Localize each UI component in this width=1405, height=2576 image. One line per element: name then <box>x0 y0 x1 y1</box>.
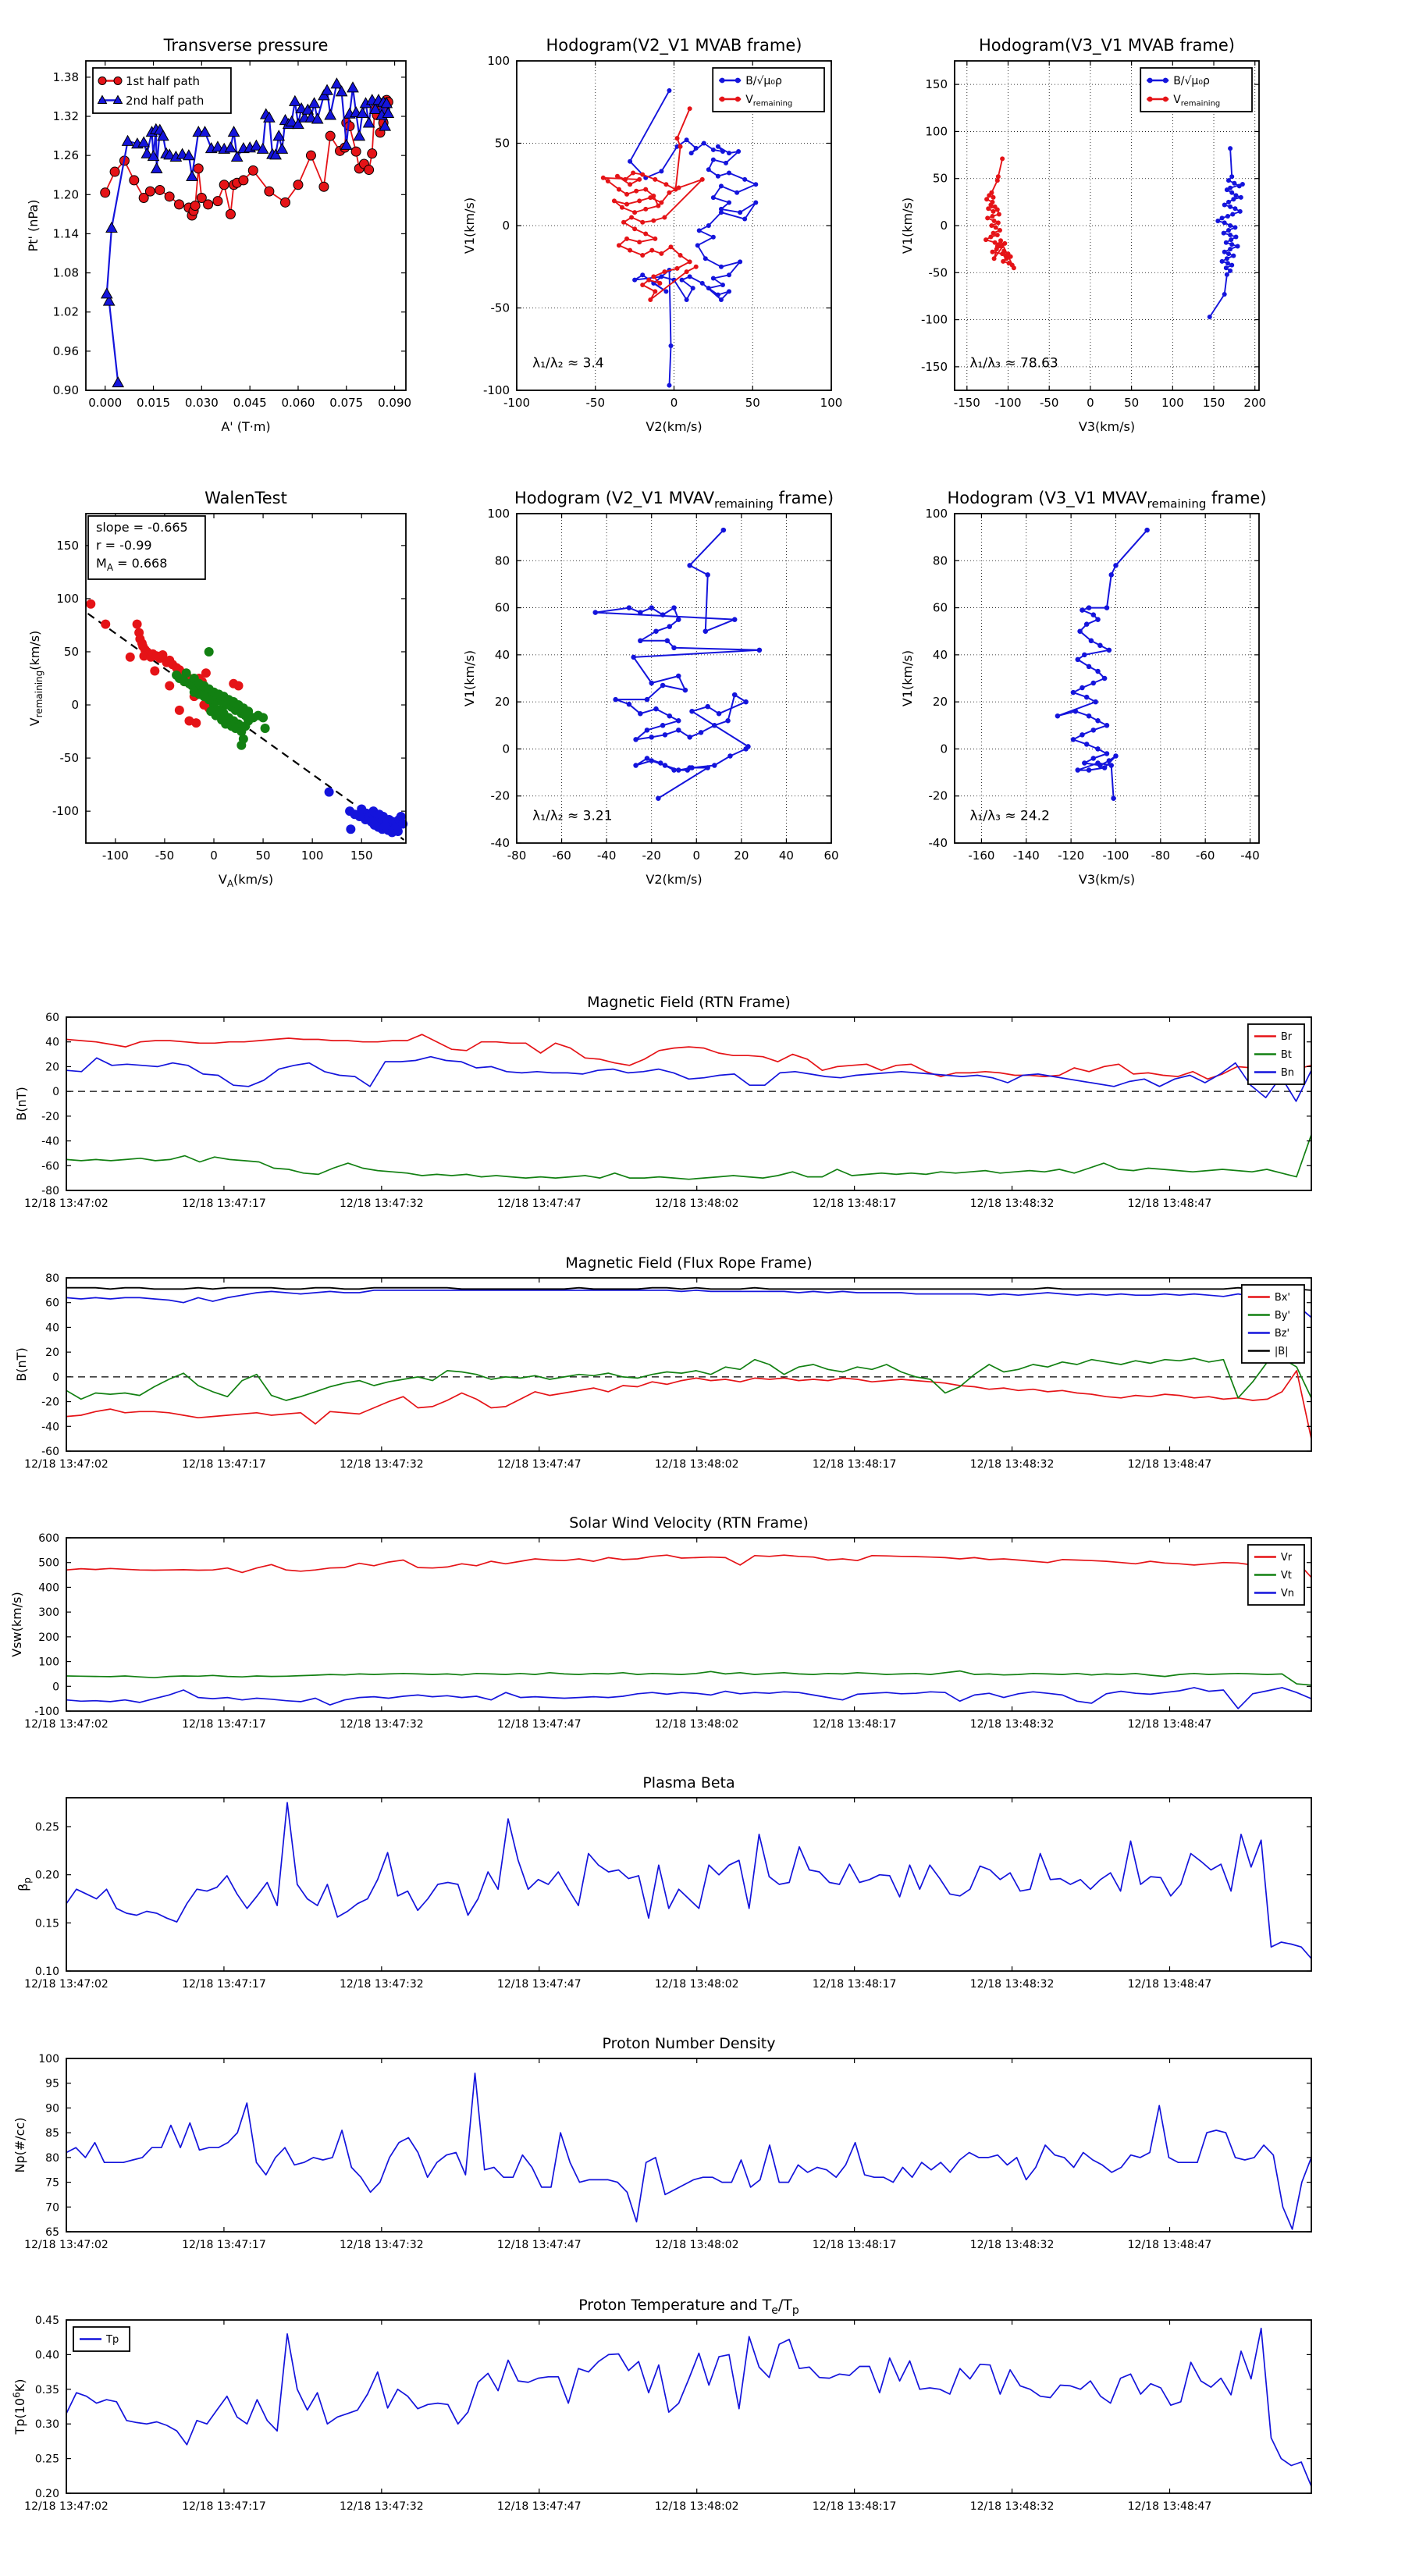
svg-text:12/18 13:47:17: 12/18 13:47:17 <box>182 2239 266 2251</box>
svg-text:150: 150 <box>1202 396 1225 410</box>
svg-text:slope = -0.665: slope = -0.665 <box>96 520 188 535</box>
svg-text:V1(km/s): V1(km/s) <box>900 649 915 707</box>
svg-text:-100: -100 <box>52 804 79 819</box>
svg-text:12/18 13:48:17: 12/18 13:48:17 <box>812 1458 897 1471</box>
svg-text:0.20: 0.20 <box>34 2488 59 2500</box>
svg-text:12/18 13:48:17: 12/18 13:48:17 <box>812 1718 897 1731</box>
svg-text:0.030: 0.030 <box>184 396 219 410</box>
svg-text:B(nT): B(nT) <box>14 1347 29 1382</box>
svg-text:-20: -20 <box>490 788 510 803</box>
svg-text:0: 0 <box>71 698 79 713</box>
svg-text:0: 0 <box>692 849 701 863</box>
svg-text:Transverse pressure: Transverse pressure <box>163 36 329 55</box>
svg-text:12/18 13:47:32: 12/18 13:47:32 <box>340 1458 424 1471</box>
svg-text:200: 200 <box>1243 396 1267 410</box>
svg-text:12/18 13:48:47: 12/18 13:48:47 <box>1127 1458 1212 1471</box>
svg-text:12/18 13:48:02: 12/18 13:48:02 <box>654 1197 739 1210</box>
svg-text:60: 60 <box>45 1012 59 1024</box>
svg-text:Plasma Beta: Plasma Beta <box>642 1774 735 1791</box>
panel-hodogram-v3v1-mvab <box>900 0 1405 445</box>
svg-text:12/18 13:48:32: 12/18 13:48:32 <box>969 1458 1055 1471</box>
svg-text:A' (T·m): A' (T·m) <box>221 419 271 434</box>
svg-text:1st half path: 1st half path <box>126 73 201 88</box>
svg-text:150: 150 <box>350 849 373 863</box>
svg-text:12/18 13:47:17: 12/18 13:47:17 <box>182 2500 266 2513</box>
svg-text:Vr: Vr <box>1280 1552 1293 1564</box>
solar-wind-velocity-canvas <box>0 1489 1405 1746</box>
svg-text:20: 20 <box>494 695 510 710</box>
svg-text:50: 50 <box>745 396 760 410</box>
panel-hodogram-v2v1-mvav <box>462 453 905 921</box>
svg-text:-160: -160 <box>968 849 995 863</box>
svg-text:-40: -40 <box>41 1421 59 1434</box>
svg-text:V2(km/s): V2(km/s) <box>646 872 702 887</box>
svg-text:λ₁/λ₃ ≈ 78.63: λ₁/λ₃ ≈ 78.63 <box>969 355 1058 372</box>
svg-text:-40: -40 <box>41 1135 59 1148</box>
svg-text:0.15: 0.15 <box>34 1917 59 1930</box>
svg-text:12/18 13:47:17: 12/18 13:47:17 <box>182 1718 266 1731</box>
svg-text:0.45: 0.45 <box>34 2314 59 2327</box>
svg-text:-50: -50 <box>585 396 605 410</box>
svg-text:75: 75 <box>45 2176 59 2190</box>
svg-text:-50: -50 <box>155 849 175 863</box>
svg-text:20: 20 <box>734 849 749 863</box>
svg-text:Hodogram (V2_V1 MVAVremaining: Hodogram (V2_V1 $MVAV_{remaining}$ frame) <box>514 489 834 511</box>
svg-text:By': By' <box>1274 1310 1291 1322</box>
walen-test-canvas <box>0 453 468 921</box>
svg-text:Vsw(km/s): Vsw(km/s) <box>9 1592 24 1657</box>
svg-text:0.000: 0.000 <box>88 396 123 410</box>
proton-density-canvas <box>0 2009 1405 2267</box>
svg-text:100: 100 <box>487 54 510 68</box>
svg-text:50: 50 <box>255 849 271 863</box>
svg-text:12/18 13:48:32: 12/18 13:48:32 <box>969 1197 1055 1210</box>
svg-text:0: 0 <box>210 849 218 863</box>
svg-text:20: 20 <box>45 1061 59 1074</box>
svg-text:12/18 13:47:32: 12/18 13:47:32 <box>340 2500 424 2513</box>
svg-text:|B|: |B| <box>1274 1346 1289 1358</box>
svg-text:12/18 13:47:47: 12/18 13:47:47 <box>496 2239 582 2251</box>
svg-text:0: 0 <box>52 1371 59 1384</box>
svg-text:Tp: Tp <box>106 2334 119 2347</box>
magnetic-field-fluxrope-canvas <box>0 1229 1405 1486</box>
svg-text:Hodogram(V3_V1 MVAB frame): Hodogram(V3_V1 MVAB frame) <box>979 36 1235 55</box>
svg-text:-50: -50 <box>59 751 79 766</box>
svg-text:βp: $\beta_p$ <box>16 1877 33 1891</box>
svg-text:1.08: 1.08 <box>52 265 79 280</box>
svg-text:40: 40 <box>932 647 948 662</box>
svg-text:150: 150 <box>56 538 79 553</box>
svg-text:-120: -120 <box>1058 849 1085 863</box>
svg-text:0.25: 0.25 <box>34 1821 59 1834</box>
svg-text:12/18 13:47:02: 12/18 13:47:02 <box>24 1197 108 1210</box>
svg-text:0.20: 0.20 <box>34 1869 59 1882</box>
svg-text:50: 50 <box>63 644 79 659</box>
svg-text:50: 50 <box>1124 396 1140 410</box>
svg-text:0.10: 0.10 <box>34 1966 59 1978</box>
svg-text:-100: -100 <box>482 383 510 397</box>
svg-text:12/18 13:47:02: 12/18 13:47:02 <box>24 1458 108 1471</box>
hodogram-v2v1-mvav-canvas <box>462 453 905 921</box>
svg-text:40: 40 <box>45 1322 59 1335</box>
svg-text:40: 40 <box>45 1036 59 1049</box>
svg-text:60: 60 <box>823 849 839 863</box>
svg-text:-20: -20 <box>41 1110 59 1123</box>
svg-text:V3(km/s): V3(km/s) <box>1078 872 1136 887</box>
svg-text:Magnetic Field (RTN Frame): Magnetic Field (RTN Frame) <box>587 994 791 1011</box>
svg-text:B/√μ₀ρ: B/√μ₀ρ <box>1173 75 1210 88</box>
svg-text:V1(km/s): V1(km/s) <box>900 197 915 254</box>
svg-text:12/18 13:48:17: 12/18 13:48:17 <box>812 1197 897 1210</box>
svg-text:Hodogram(V2_V1 MVAB frame): Hodogram(V2_V1 MVAB frame) <box>546 36 802 55</box>
svg-text:-100: -100 <box>34 1706 59 1718</box>
panel-plasma-beta <box>0 1749 1405 2006</box>
svg-text:Vn: Vn <box>1280 1588 1295 1600</box>
svg-text:40: 40 <box>494 647 510 662</box>
svg-text:-80: -80 <box>41 1185 59 1197</box>
svg-text:60: 60 <box>932 600 948 615</box>
panel-proton-density <box>0 2009 1405 2267</box>
svg-text:12/18 13:48:32: 12/18 13:48:32 <box>969 1718 1055 1731</box>
svg-text:80: 80 <box>494 553 510 568</box>
svg-text:12/18 13:48:32: 12/18 13:48:32 <box>969 2239 1055 2251</box>
hodogram-v3v1-mvab-canvas <box>900 0 1405 445</box>
svg-text:0: 0 <box>940 219 948 233</box>
svg-text:Vremaining: $V_{remaining}$ <box>745 94 793 109</box>
svg-text:12/18 13:47:47: 12/18 13:47:47 <box>496 2500 582 2513</box>
svg-text:12/18 13:48:47: 12/18 13:48:47 <box>1127 1978 1212 1991</box>
svg-text:12/18 13:47:47: 12/18 13:47:47 <box>496 1978 582 1991</box>
svg-text:0.30: 0.30 <box>34 2418 59 2432</box>
svg-text:-20: -20 <box>41 1396 59 1409</box>
transverse-pressure-canvas <box>0 0 468 445</box>
panel-transverse-pressure <box>0 0 468 445</box>
svg-text:0.015: 0.015 <box>137 396 171 410</box>
svg-text:0: 0 <box>502 742 510 756</box>
svg-text:80: 80 <box>45 2151 59 2165</box>
svg-text:-40: -40 <box>490 836 510 850</box>
svg-text:λ₁/λ₂ ≈ 3.4: λ₁/λ₂ ≈ 3.4 <box>532 355 604 372</box>
svg-text:100: 100 <box>56 591 79 606</box>
svg-text:Proton Number Density: Proton Number Density <box>602 2035 776 2052</box>
svg-text:12/18 13:48:17: 12/18 13:48:17 <box>812 1978 897 1991</box>
svg-text:0.96: 0.96 <box>52 343 79 358</box>
svg-text:-150: -150 <box>953 396 980 410</box>
svg-text:80: 80 <box>45 1272 59 1285</box>
plasma-beta-canvas <box>0 1749 1405 2006</box>
svg-text:r = -0.99: r = -0.99 <box>96 538 152 553</box>
svg-text:-40: -40 <box>928 836 948 850</box>
svg-text:300: 300 <box>38 1606 59 1620</box>
svg-text:0.90: 0.90 <box>52 383 79 397</box>
svg-text:100: 100 <box>487 507 510 521</box>
svg-text:500: 500 <box>38 1557 59 1570</box>
panel-hodogram-v3v1-mvav <box>900 453 1405 921</box>
svg-text:-80: -80 <box>507 849 527 863</box>
svg-text:Proton Temperature and Te/Tp: Proton Temperature and $T_e/T_p$ <box>578 2297 799 2317</box>
svg-text:B(nT): B(nT) <box>14 1087 29 1121</box>
svg-text:0: 0 <box>502 219 510 233</box>
svg-text:100: 100 <box>1161 396 1184 410</box>
svg-text:12/18 13:48:02: 12/18 13:48:02 <box>654 2239 739 2251</box>
magnetic-field-rtn-canvas <box>0 968 1405 1226</box>
svg-text:Solar Wind Velocity (RTN Frame: Solar Wind Velocity (RTN Frame) <box>569 1514 809 1532</box>
svg-text:40: 40 <box>778 849 794 863</box>
svg-text:-50: -50 <box>928 265 948 280</box>
svg-text:150: 150 <box>925 77 948 92</box>
svg-text:100: 100 <box>925 507 948 521</box>
svg-text:1.38: 1.38 <box>52 69 79 84</box>
svg-text:100: 100 <box>820 396 843 410</box>
svg-text:Hodogram (V3_V1 MVAVremaining: Hodogram (V3_V1 $MVAV_{remaining}$ frame) <box>947 489 1267 511</box>
svg-text:100: 100 <box>925 124 948 139</box>
svg-text:90: 90 <box>45 2102 59 2115</box>
svg-text:0.35: 0.35 <box>34 2383 59 2396</box>
svg-text:1.14: 1.14 <box>52 226 79 241</box>
svg-text:12/18 13:47:17: 12/18 13:47:17 <box>182 1458 266 1471</box>
svg-text:-40: -40 <box>1240 849 1260 863</box>
svg-text:-50: -50 <box>490 301 510 315</box>
svg-text:0: 0 <box>670 396 678 410</box>
svg-text:12/18 13:47:47: 12/18 13:47:47 <box>496 1718 582 1731</box>
svg-text:Vt: Vt <box>1280 1570 1292 1582</box>
svg-text:12/18 13:47:32: 12/18 13:47:32 <box>340 1978 424 1991</box>
svg-text:12/18 13:48:47: 12/18 13:48:47 <box>1127 2500 1212 2513</box>
proton-temperature-canvas <box>0 2271 1405 2528</box>
svg-text:12/18 13:48:47: 12/18 13:48:47 <box>1127 1197 1212 1210</box>
svg-text:12/18 13:48:47: 12/18 13:48:47 <box>1127 2239 1212 2251</box>
svg-text:0: 0 <box>1087 396 1094 410</box>
svg-text:Np(#/cc): Np(#/cc) <box>12 2117 27 2173</box>
svg-text:Vremaining(km/s): $V_{remaining}(km/s)$ <box>27 630 44 727</box>
svg-text:Bn: Bn <box>1280 1067 1295 1080</box>
svg-text:-100: -100 <box>920 312 948 327</box>
svg-text:12/18 13:47:17: 12/18 13:47:17 <box>182 1197 266 1210</box>
svg-text:12/18 13:48:47: 12/18 13:48:47 <box>1127 1718 1212 1731</box>
svg-text:-40: -40 <box>596 849 617 863</box>
svg-text:-20: -20 <box>642 849 661 863</box>
svg-text:0: 0 <box>52 1086 59 1099</box>
svg-text:Pt' (nPa): Pt' (nPa) <box>26 199 41 252</box>
svg-text:12/18 13:48:02: 12/18 13:48:02 <box>654 2500 739 2513</box>
svg-text:100: 100 <box>301 849 324 863</box>
panel-proton-temperature <box>0 2271 1405 2528</box>
svg-text:0: 0 <box>940 742 948 756</box>
svg-text:V1(km/s): V1(km/s) <box>462 649 477 707</box>
svg-text:Tp(106K): $Tp(10^6K)$ <box>11 2379 27 2435</box>
svg-text:50: 50 <box>932 171 948 186</box>
svg-text:20: 20 <box>45 1347 59 1360</box>
svg-text:12/18 13:47:17: 12/18 13:47:17 <box>182 1978 266 1991</box>
svg-text:Bz': Bz' <box>1274 1328 1290 1340</box>
svg-text:70: 70 <box>45 2201 59 2215</box>
svg-text:1.26: 1.26 <box>52 148 79 163</box>
svg-text:0.40: 0.40 <box>34 2349 59 2362</box>
panel-hodogram-v2v1-mvab <box>462 0 905 445</box>
svg-text:100: 100 <box>38 1656 59 1669</box>
svg-text:-140: -140 <box>1012 849 1040 863</box>
svg-text:12/18 13:47:02: 12/18 13:47:02 <box>24 2239 108 2251</box>
svg-text:-20: -20 <box>928 788 948 803</box>
panel-walen-test <box>0 453 468 921</box>
svg-text:95: 95 <box>45 2077 59 2090</box>
svg-text:λ₁/λ₃ ≈ 24.2: λ₁/λ₃ ≈ 24.2 <box>969 808 1050 824</box>
svg-text:λ₁/λ₂ ≈ 3.21: λ₁/λ₂ ≈ 3.21 <box>532 808 613 824</box>
svg-text:0: 0 <box>52 1681 59 1694</box>
hodogram-v3v1-mvav-canvas <box>900 453 1405 921</box>
svg-text:60: 60 <box>45 1297 59 1310</box>
svg-text:12/18 13:47:32: 12/18 13:47:32 <box>340 2239 424 2251</box>
svg-text:WalenTest: WalenTest <box>205 489 287 507</box>
panel-solar-wind-velocity <box>0 1489 1405 1746</box>
panel-magnetic-field-rtn <box>0 968 1405 1226</box>
svg-text:20: 20 <box>932 695 948 710</box>
svg-text:-100: -100 <box>503 396 531 410</box>
svg-text:MA = 0.668: $M_A = 0.668$ <box>96 556 168 573</box>
svg-text:12/18 13:47:02: 12/18 13:47:02 <box>24 2500 108 2513</box>
svg-text:100: 100 <box>38 2053 59 2065</box>
svg-text:12/18 13:48:17: 12/18 13:48:17 <box>812 2239 897 2251</box>
svg-text:0.25: 0.25 <box>34 2453 59 2466</box>
svg-text:VA(km/s): $V_A(km/s)$ <box>218 872 274 889</box>
svg-text:V3(km/s): V3(km/s) <box>1078 419 1136 434</box>
svg-text:1.20: 1.20 <box>52 187 79 202</box>
svg-text:-150: -150 <box>920 359 948 374</box>
svg-text:400: 400 <box>38 1582 59 1595</box>
svg-text:60: 60 <box>494 600 510 615</box>
svg-text:-100: -100 <box>994 396 1022 410</box>
svg-text:-60: -60 <box>552 849 571 863</box>
svg-text:2nd half path: 2nd half path <box>126 93 205 108</box>
hodogram-v2v1-mvab-canvas <box>462 0 905 445</box>
svg-text:50: 50 <box>494 136 510 151</box>
svg-text:12/18 13:47:32: 12/18 13:47:32 <box>340 1197 424 1210</box>
svg-text:-100: -100 <box>1102 849 1129 863</box>
svg-text:12/18 13:48:02: 12/18 13:48:02 <box>654 1458 739 1471</box>
svg-text:-100: -100 <box>101 849 129 863</box>
svg-text:Bt: Bt <box>1280 1049 1292 1062</box>
svg-text:12/18 13:47:47: 12/18 13:47:47 <box>496 1458 582 1471</box>
svg-text:0.075: 0.075 <box>329 396 364 410</box>
svg-text:0.090: 0.090 <box>378 396 412 410</box>
svg-text:1.32: 1.32 <box>52 109 79 124</box>
svg-text:12/18 13:47:02: 12/18 13:47:02 <box>24 1978 108 1991</box>
svg-text:0.045: 0.045 <box>233 396 267 410</box>
svg-text:-60: -60 <box>1195 849 1215 863</box>
svg-text:-60: -60 <box>41 1160 59 1173</box>
svg-text:-50: -50 <box>1039 396 1059 410</box>
svg-text:V1(km/s): V1(km/s) <box>462 197 477 254</box>
svg-text:12/18 13:48:32: 12/18 13:48:32 <box>969 2500 1055 2513</box>
svg-text:65: 65 <box>45 2226 59 2239</box>
svg-text:Vremaining: $V_{remaining}$ <box>1173 94 1221 109</box>
svg-text:Br: Br <box>1280 1031 1293 1044</box>
svg-text:80: 80 <box>932 553 948 568</box>
svg-text:-60: -60 <box>41 1446 59 1458</box>
svg-text:600: 600 <box>38 1532 59 1545</box>
svg-text:Bx': Bx' <box>1274 1292 1291 1304</box>
svg-text:12/18 13:48:02: 12/18 13:48:02 <box>654 1978 739 1991</box>
svg-text:Magnetic Field (Flux Rope Fram: Magnetic Field (Flux Rope Frame) <box>565 1254 813 1272</box>
svg-text:12/18 13:48:02: 12/18 13:48:02 <box>654 1718 739 1731</box>
svg-text:85: 85 <box>45 2127 59 2140</box>
svg-text:12/18 13:47:02: 12/18 13:47:02 <box>24 1718 108 1731</box>
svg-text:12/18 13:48:32: 12/18 13:48:32 <box>969 1978 1055 1991</box>
svg-text:12/18 13:47:32: 12/18 13:47:32 <box>340 1718 424 1731</box>
svg-text:1.02: 1.02 <box>52 304 79 319</box>
svg-text:12/18 13:47:47: 12/18 13:47:47 <box>496 1197 582 1210</box>
panel-magnetic-field-fluxrope <box>0 1229 1405 1486</box>
svg-text:V2(km/s): V2(km/s) <box>646 419 702 434</box>
svg-text:12/18 13:48:17: 12/18 13:48:17 <box>812 2500 897 2513</box>
svg-text:200: 200 <box>38 1631 59 1644</box>
svg-text:0.060: 0.060 <box>281 396 315 410</box>
svg-text:B/√μ₀ρ: B/√μ₀ρ <box>745 75 782 88</box>
svg-text:-80: -80 <box>1151 849 1171 863</box>
